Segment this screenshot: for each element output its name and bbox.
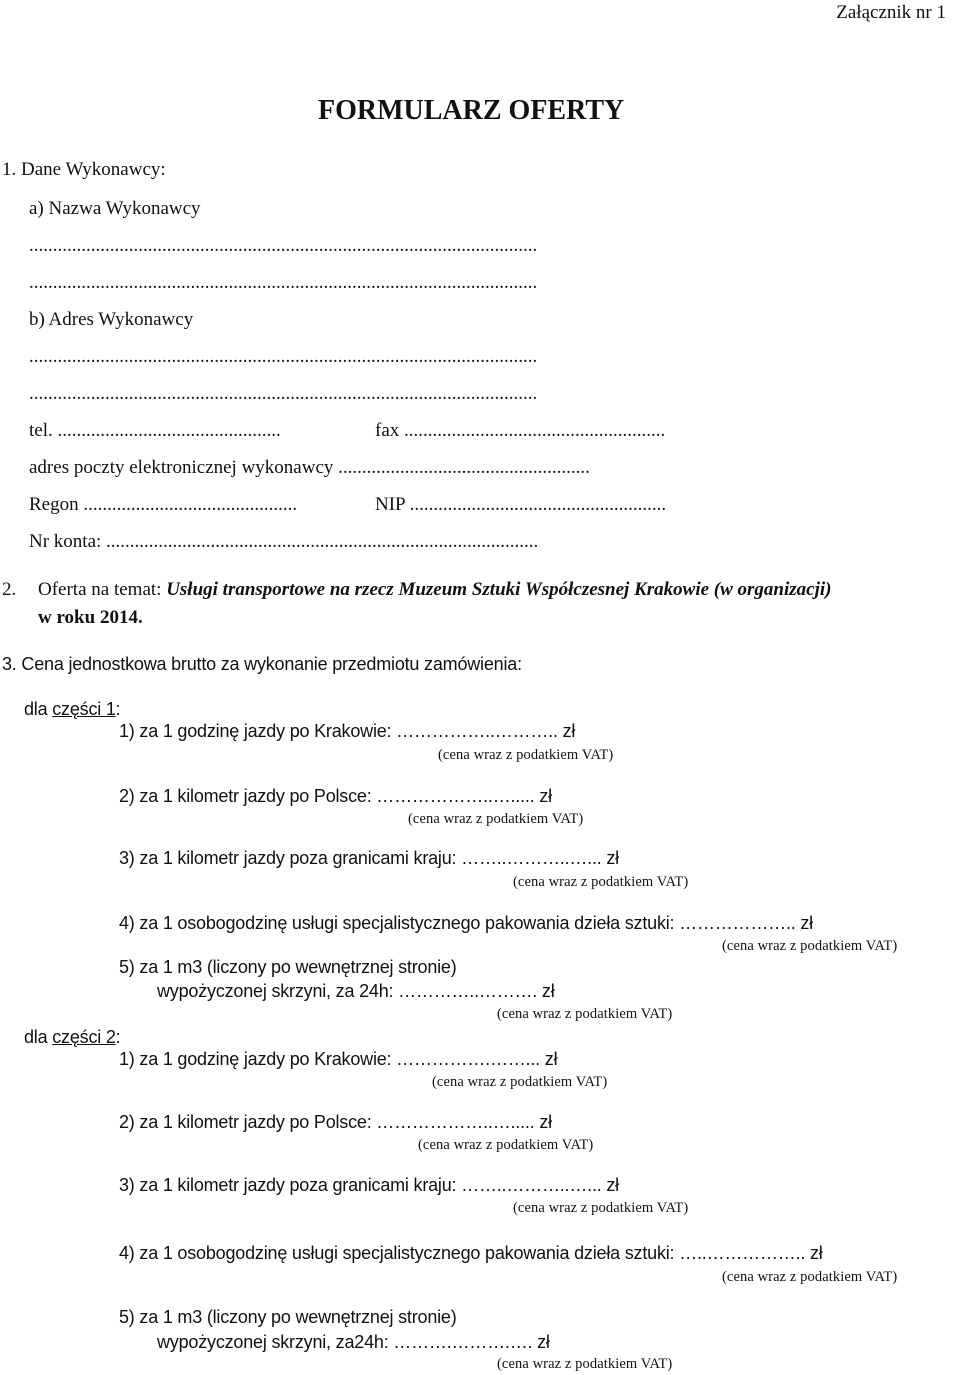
part-2-item-5-line-2: wypożyczonej skrzyni, za24h: ……….……….…. zł bbox=[157, 1332, 550, 1352]
vat-note: (cena wraz z podatkiem VAT) bbox=[418, 1137, 594, 1153]
email-field: adres poczty elektronicznej wykonawcy ..................................................... bbox=[29, 457, 590, 478]
part-1-item-5-line-1: 5) za 1 m3 (liczony po wewnętrznej stronie) bbox=[119, 957, 457, 977]
part-2-prefix: dla bbox=[24, 1027, 53, 1047]
part-1-heading bbox=[24, 700, 120, 718]
vat-note: (cena wraz z podatkiem VAT) bbox=[497, 1006, 673, 1022]
vat-note: (cena wraz z podatkiem VAT) bbox=[408, 811, 584, 827]
contractor-address-line-1: ........................................................................................................... bbox=[29, 346, 538, 367]
nip-field: NIP ...................................................... bbox=[375, 494, 667, 515]
account-number-field: Nr konta: ........................................................................................... bbox=[29, 531, 539, 552]
part-2-label: części 2 bbox=[52, 1027, 116, 1047]
part-2-suffix: : bbox=[115, 1027, 121, 1047]
vat-note: (cena wraz z podatkiem VAT) bbox=[432, 1074, 608, 1090]
contractor-address-label: b) Adres Wykonawcy bbox=[29, 309, 194, 330]
part-1-item-4: 4) za 1 osobogodzinę usługi specjalistycznego pakowania dzieła sztuki: ……………….. zł bbox=[119, 913, 813, 933]
section-1-heading: 1. Dane Wykonawcy: bbox=[2, 159, 166, 180]
part-2-item-5-line-1: 5) za 1 m3 (liczony po wewnętrznej stronie) bbox=[119, 1307, 457, 1327]
vat-note: (cena wraz z podatkiem VAT) bbox=[513, 1200, 689, 1216]
phone-field: tel. ............................................... bbox=[29, 420, 281, 441]
part-2-item-4: 4) za 1 osobogodzinę usługi specjalistycznego pakowania dzieła sztuki: …..…………….. zł bbox=[119, 1243, 823, 1263]
part-2-item-3: 3) za 1 kilometr jazdy poza granicami kraju: ……..………..…... zł bbox=[119, 1175, 619, 1195]
part-1-item-3: 3) za 1 kilometr jazdy poza granicami kraju: ……..………..…... zł bbox=[119, 848, 619, 868]
contractor-name-line-1: ........................................................................................................... bbox=[29, 235, 538, 256]
vat-note: (cena wraz z podatkiem VAT) bbox=[722, 1269, 898, 1285]
attachment-label: Załącznik nr 1 bbox=[836, 2, 946, 23]
fax-field: fax ....................................................... bbox=[375, 420, 666, 441]
vat-note: (cena wraz z podatkiem VAT) bbox=[722, 938, 898, 954]
part-2-item-1: 1) za 1 godzinę jazdy po Krakowie: …………….……... zł bbox=[119, 1049, 558, 1069]
part-1-item-2: 2) za 1 kilometr jazdy po Polsce: ………………..…..... zł bbox=[119, 786, 552, 806]
contractor-address-line-2: ........................................................................................................... bbox=[29, 383, 538, 404]
regon-field: Regon ............................................. bbox=[29, 494, 298, 515]
section-3-heading: 3. Cena jednostkowa brutto za wykonanie przedmiotu zamówienia: bbox=[2, 654, 522, 674]
vat-note: (cena wraz z podatkiem VAT) bbox=[497, 1356, 673, 1372]
offer-subject-line-2: w roku 2014. bbox=[38, 607, 143, 628]
part-2-heading bbox=[24, 1028, 120, 1046]
vat-note: (cena wraz z podatkiem VAT) bbox=[438, 747, 614, 763]
contractor-name-line-2: ........................................................................................................... bbox=[29, 272, 538, 293]
part-1-prefix: dla bbox=[24, 699, 53, 719]
part-1-item-5-line-2: wypożyczonej skrzyni, za 24h: …………..………. zł bbox=[157, 981, 555, 1001]
vat-note: (cena wraz z podatkiem VAT) bbox=[513, 874, 689, 890]
offer-subject-line-1 bbox=[38, 580, 831, 599]
offer-subject: Usługi transportowe na rzecz Muzeum Sztuki Współczesnej Krakowie (w organizacji) bbox=[166, 579, 832, 600]
part-1-label: części 1 bbox=[52, 699, 116, 719]
part-1-item-1: 1) za 1 godzinę jazdy po Krakowie: ……………..……….. zł bbox=[119, 721, 576, 741]
section-2-number: 2. bbox=[2, 579, 17, 600]
part-1-suffix: : bbox=[115, 699, 121, 719]
contractor-name-label: a) Nazwa Wykonawcy bbox=[29, 198, 201, 219]
part-2-item-2: 2) za 1 kilometr jazdy po Polsce: ………………..…..... zł bbox=[119, 1112, 552, 1132]
offer-intro: Oferta na temat: bbox=[38, 579, 167, 600]
page-title: FORMULARZ OFERTY bbox=[318, 95, 625, 126]
